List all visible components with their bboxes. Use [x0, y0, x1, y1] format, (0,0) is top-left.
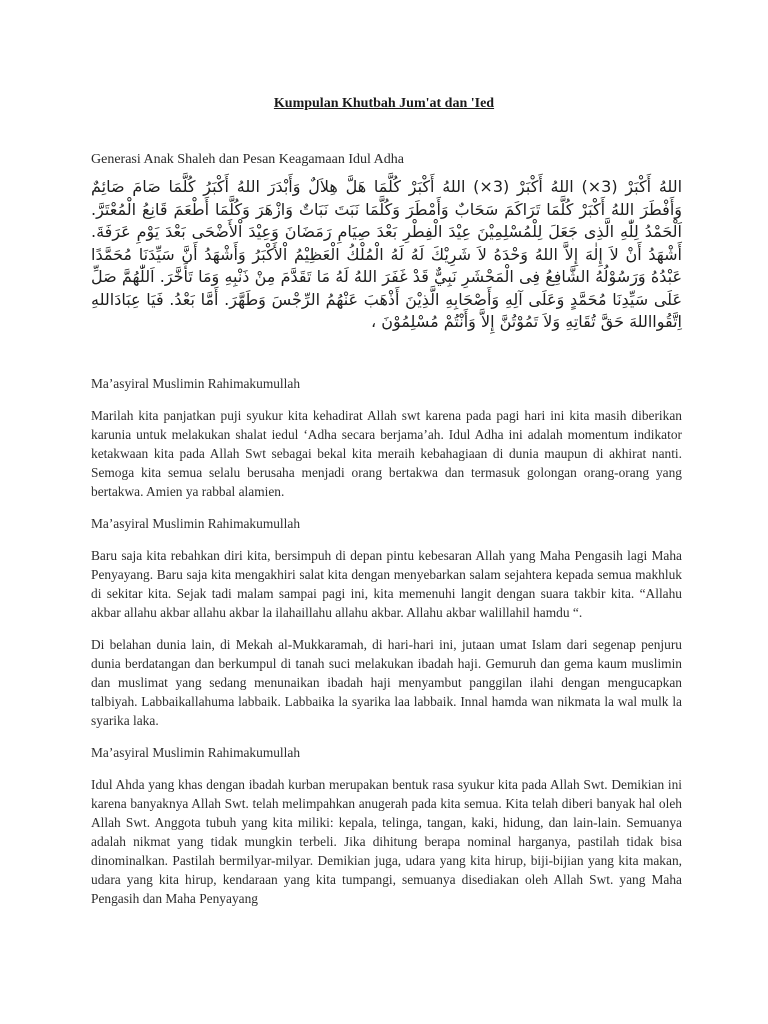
document-subtitle: Generasi Anak Shaleh dan Pesan Keagamaan Idul Adha: [91, 152, 404, 167]
document-title: Kumpulan Khutbah Jum'at dan 'Ied: [273, 96, 495, 111]
arabic-opening-text: اللهُ أَكْبَرْ (3×) اللهُ أَكْبَرْ (3×) اللهُ أَكْبَرْ كُلَّمَا هَلَّ هِلاَلٌ وَأَبْدَرَ اللهُ أَكْبَرُ كُلَّمَا صَامَ صَائِمٌ وَأَفْطَرَ اللهُ أَكْبَرْ كُلَّمَا تَرَاكَمَ سَحَابٌ وَأَمْطَرَ وَكُلَّمَا نَبَتَ نَبَاتٌ وَازْهَرَ وَكُلَّمَا أَطْعَمَ قَانِعُ الْمُعْتَرَّ. اَلْحَمْدُ لِلّٰهِ الَّذِى جَعَلَ لِلْمُسْلِمِيْنَ عِيْدَ الْفِطْرِ بَعْدَ صِيَامِ رَمَضَانَ وَعِيْدَ اْلأَضْحَى بَعْدَ يَوْمِ عَرَفَةَ. أَشْهَدُ أَنْ لاَ إِلٰهَ إِلاَّ اللهُ وَحْدَهُ لاَ شَرِيْكَ لَهُ لَهُ الْمُلْكُ الْعَظِيْمُ اْلأَكْبَرُ وَأَشْهَدُ أَنَّ سَيِّدَنَا مُحَمَّدًا عَبْدُهُ وَرَسُوْلُهُ الشَّافِعُ فِى الْمَحْشَرِ نَبِيٌّ قَدْ غَفَرَ اللهُ لَهُ مَا تَقَدَّمَ مِنْ ذَنْبِهِ وَمَا تَأَخَّرَ. اَللّٰهُمَّ صَلِّ عَلَى سَيِّدِنَا مُحَمَّدٍ وَعَلَى آلِهِ وَأَصْحَابِهِ الَّذِيْنَ أَذْهَبَ عَنْهُمُ الرِّجْسَ وَطَهَّرَ. أَمَّا بَعْدُ. فَيَا عِبَادَاللهِ اِتَّقُوااللهَ حَقَّ تُقَاتِهِ وَلاَ تَمُوْتُنَّ إِلاَّ وَأَنْتُمْ مُسْلِمُوْنَ ،: [91, 177, 683, 331]
paragraph-3: Di belahan dunia lain, di Mekah al-Mukkaramah, di hari-hari ini, jutaan umat Islam dari segenap penjuru dunia berdatangan dan berkumpul di tanah suci melakukan ibadah haji. Gemuruh dan gema kaum muslimin dan muslimat yang sedang menunaikan ibadah haji menyambut panggilan ilahi dengan mengucapkan talbiyah. Labbaikallahuma labbaik. Labbaika la syarika laa labbaik. Innal hamda wan nikmata la wal mulk la syarika laka.: [91, 637, 682, 728]
paragraph-2: Baru saja kita rebahkan diri kita, bersimpuh di depan pintu kebesaran Allah yang Maha Pengasih lagi Maha Penyayang. Baru saja kita mengakhiri salat kita dengan menyebarkan salam sejahtera kepada semua makhluk di sekitar kita. Sejak tadi malam sampai pagi ini, kita memenuhi langit dengan suara takbir kita. “Allahu akbar allahu akbar allahu akbar la ilahaillahu allahu akbar. Allahu akbar walillahil hamdu “.: [91, 548, 682, 620]
document-body: [91, 374, 682, 921]
salutation-1: Ma’asyiral Muslimin Rahimakumullah: [91, 376, 301, 391]
salutation-3: Ma’asyiral Muslimin Rahimakumullah: [91, 745, 301, 760]
salutation-2: Ma’asyiral Muslimin Rahimakumullah: [91, 516, 301, 531]
paragraph-1: Marilah kita panjatkan puji syukur kita kehadirat Allah swt karena pada pagi hari ini kita masih diberikan karunia untuk melakukan shalat iedul ‘Adha secara berjama’ah. Idul Adha ini adalah momentum indikator ketakwaan kita pada Allah Swt sebagai bekal kita meraih kebahagiaan di dunia maupun di akhirat nanti. Semoga kita semua selalu berusaha menjadi orang bertakwa dan termasuk golongan orang-orang yang bertakwa. Amien ya rabbal alamien.: [91, 408, 682, 499]
paragraph-4: Idul Ahda yang khas dengan ibadah kurban merupakan bentuk rasa syukur kita pada Allah Swt. Demikian ini karena banyaknya Allah Swt. telah melimpahkan anugerah pada kita semua. Kita telah diberi banyak hal oleh Allah Swt. Anggota tubuh yang kita miliki: kepala, telinga, tangan, kaki, hidung, dan lain-lain. Semuanya adalah nikmat yang tidak mungkin terbeli. Jika dihitung berapa nominal harganya, pastilah tidak bisa dinominalkan. Pastilah bermilyar-milyar. Demikian juga, udara yang kita hirup, biji-bijian yang kita makan, udara yang kita hirup, kendaraan yang kita tumpangi, semuanya disediakan oleh Allah Swt. yang Maha Pengasih dan Maha Penyayang: [91, 777, 682, 906]
